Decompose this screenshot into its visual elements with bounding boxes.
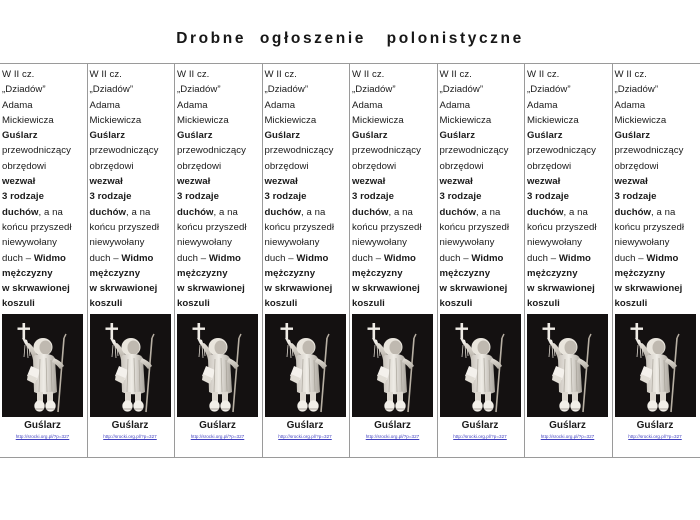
ad-bold-4: duchów — [2, 206, 39, 218]
ad-bold-6: mężczyzny — [439, 267, 491, 279]
ad-bold-4: duchów — [264, 206, 302, 218]
ad-line-9: niewywołany — [614, 237, 670, 249]
photo-caption: Guślarz — [549, 419, 586, 431]
ad-line-2: „Dziadów” — [439, 84, 484, 96]
ad-bold-4: duchów — [89, 206, 127, 218]
ad-bold-5: Widmo — [383, 252, 416, 264]
ad-bold-8: koszuli — [614, 298, 648, 310]
ad-bold-3: 3 rodzaje — [177, 191, 220, 203]
ad-line-4: Mickiewicza — [264, 114, 317, 126]
guslarz-photo — [352, 314, 433, 417]
ad-line-7: , a na — [301, 206, 326, 218]
ad-line-8: końcu przyszedł — [352, 221, 422, 233]
guslarz-photo — [90, 314, 171, 417]
ad-line-4: Mickiewicza — [352, 114, 404, 126]
ad-line-4: Mickiewicza — [614, 114, 667, 126]
ad-line-8: końcu przyszedł — [527, 221, 597, 233]
ad-line-8: końcu przyszedł — [614, 221, 685, 233]
ad-bold-6: mężczyzny — [614, 267, 666, 279]
ad-line-9: niewywołany — [264, 237, 320, 249]
ad-line-10: duch – — [177, 252, 209, 264]
photo-caption: Guślarz — [111, 419, 149, 431]
ad-line-9: niewywołany — [2, 237, 57, 249]
ad-line-6: obrzędowi — [264, 160, 309, 172]
ad-line-5: przewodniczący — [264, 145, 334, 157]
ad-text-block — [90, 67, 172, 312]
ad-cell-4 — [263, 64, 351, 457]
ad-line-9: niewywołany — [352, 237, 407, 249]
ad-line-9: niewywołany — [439, 237, 495, 249]
photo-caption: Guślarz — [461, 419, 499, 431]
ad-text-block — [352, 67, 434, 312]
ad-line-10: duch – — [89, 252, 122, 264]
ad-line-6: obrzędowi — [439, 160, 484, 172]
ad-line-4: Mickiewicza — [89, 114, 142, 126]
ad-line-2: „Dziadów” — [614, 84, 659, 96]
photo-caption: Guślarz — [199, 419, 236, 431]
ad-line-6: obrzędowi — [352, 160, 397, 172]
ad-bold-3: 3 rodzaje — [439, 191, 482, 203]
ad-line-3: Adama — [439, 99, 471, 111]
ad-bold-5: Widmo — [33, 252, 66, 264]
ad-text-block — [440, 67, 522, 312]
source-link[interactable]: http://srocki.org.pl/?p=327 — [453, 433, 507, 439]
ad-line-3: Adama — [264, 99, 296, 111]
ad-bold-4: duchów — [439, 206, 477, 218]
ad-bold-6: mężczyzny — [2, 267, 53, 279]
ad-line-6: obrzędowi — [2, 160, 47, 172]
ad-line-5: przewodniczący — [439, 145, 509, 157]
ad-bold-6: mężczyzny — [527, 267, 578, 279]
ad-bold-1: Guślarz — [2, 130, 38, 142]
ad-line-1: W II cz. — [439, 69, 472, 80]
ad-line-7: , a na — [388, 206, 413, 218]
ad-line-2: „Dziadów” — [89, 84, 134, 96]
ad-cell-8 — [613, 64, 700, 457]
ad-bold-7: w skrwawionej — [177, 283, 245, 295]
ad-line-8: końcu przyszedł — [177, 221, 247, 233]
ad-line-10: duch – — [2, 252, 34, 264]
ad-line-7: , a na — [563, 206, 588, 218]
photo-caption: Guślarz — [24, 419, 61, 431]
ad-bold-2: wezwał — [352, 176, 386, 188]
photo-caption: Guślarz — [374, 419, 411, 431]
ad-line-7: , a na — [38, 206, 63, 218]
ad-line-3: Adama — [614, 99, 646, 111]
ad-cell-5 — [350, 64, 438, 457]
ad-bold-6: mężczyzny — [89, 267, 141, 279]
ad-bold-4: duchów — [527, 206, 564, 218]
ad-text-block — [265, 67, 347, 312]
ad-bold-1: Guślarz — [527, 130, 563, 142]
ad-line-9: niewywołany — [89, 237, 145, 249]
ad-bold-8: koszuli — [2, 298, 35, 310]
ad-bold-5: Widmo — [558, 252, 591, 264]
ad-line-4: Mickiewicza — [2, 114, 54, 126]
ad-cell-6 — [438, 64, 526, 457]
source-link[interactable]: http://srocki.org.pl/?p=327 — [190, 433, 245, 439]
ad-line-2: „Dziadów” — [352, 84, 396, 96]
guslarz-photo — [527, 314, 608, 417]
ad-bold-8: koszuli — [352, 298, 385, 310]
ad-line-4: Mickiewicza — [527, 114, 579, 126]
ad-bold-2: wezwał — [527, 176, 561, 188]
ad-bold-8: koszuli — [177, 298, 210, 310]
ad-bold-8: koszuli — [527, 298, 560, 310]
ad-bold-1: Guślarz — [89, 130, 126, 142]
ad-bold-3: 3 rodzaje — [527, 191, 570, 203]
ad-cell-1 — [0, 64, 88, 457]
ad-bold-7: w skrwawionej — [89, 283, 158, 295]
photo-caption: Guślarz — [286, 419, 324, 431]
ad-bold-3: 3 rodzaje — [352, 191, 395, 203]
ad-line-5: przewodniczący — [527, 145, 596, 157]
ad-bold-6: mężczyzny — [352, 267, 403, 279]
ad-line-1: W II cz. — [614, 69, 647, 80]
ad-line-8: końcu przyszedł — [89, 221, 160, 233]
ad-bold-1: Guślarz — [439, 130, 476, 142]
ad-bold-4: duchów — [177, 206, 214, 218]
ad-line-9: niewywołany — [177, 237, 232, 249]
ad-line-6: obrzędowi — [177, 160, 222, 172]
ad-line-1: W II cz. — [527, 69, 560, 80]
ad-line-10: duch – — [439, 252, 472, 264]
ad-bold-2: wezwał — [89, 176, 123, 188]
ad-line-3: Adama — [352, 99, 383, 111]
ad-line-5: przewodniczący — [614, 145, 684, 157]
ad-text-block — [2, 67, 84, 312]
guslarz-photo — [615, 314, 696, 417]
ad-line-3: Adama — [527, 99, 558, 111]
ad-line-5: przewodniczący — [352, 145, 421, 157]
ad-line-3: Adama — [177, 99, 208, 111]
ad-bold-2: wezwał — [264, 176, 298, 188]
ad-bold-7: w skrwawionej — [527, 283, 595, 295]
ad-line-3: Adama — [89, 99, 121, 111]
ad-line-1: W II cz. — [89, 69, 122, 80]
photo-caption: Guślarz — [636, 419, 674, 431]
source-link[interactable]: http://srocki.org.pl/?p=327 — [278, 433, 332, 439]
ad-text-block — [615, 67, 698, 312]
ad-line-4: Mickiewicza — [439, 114, 492, 126]
source-link[interactable]: http://srocki.org.pl/?p=327 — [15, 433, 70, 439]
ad-text-block — [527, 67, 609, 312]
ad-line-2: „Dziadów” — [2, 84, 46, 96]
ad-bold-5: Widmo — [208, 252, 241, 264]
ads-table — [0, 63, 700, 458]
ad-line-8: końcu przyszedł — [439, 221, 510, 233]
source-link[interactable]: http://srocki.org.pl/?p=327 — [365, 433, 420, 439]
guslarz-photo — [265, 314, 346, 417]
ad-line-3: Adama — [2, 99, 33, 111]
ad-line-8: końcu przyszedł — [264, 221, 335, 233]
ad-bold-7: w skrwawionej — [2, 283, 70, 295]
ad-line-7: , a na — [213, 206, 238, 218]
ad-bold-3: 3 rodzaje — [2, 191, 45, 203]
ad-line-7: , a na — [476, 206, 501, 218]
ad-bold-7: w skrwawionej — [352, 283, 420, 295]
ad-bold-5: Widmo — [296, 252, 329, 264]
ad-bold-3: 3 rodzaje — [264, 191, 307, 203]
ad-bold-6: mężczyzny — [264, 267, 316, 279]
ad-bold-6: mężczyzny — [177, 267, 228, 279]
ad-bold-1: Guślarz — [264, 130, 301, 142]
ad-line-7: , a na — [126, 206, 151, 218]
source-link[interactable]: http://srocki.org.pl/?p=327 — [103, 433, 157, 439]
ad-bold-7: w skrwawionej — [264, 283, 333, 295]
ad-bold-2: wezwał — [439, 176, 473, 188]
ad-line-6: obrzędowi — [614, 160, 659, 172]
ad-line-10: duch – — [614, 252, 647, 264]
ad-line-8: końcu przyszedł — [2, 221, 72, 233]
ad-line-4: Mickiewicza — [177, 114, 229, 126]
ad-line-5: przewodniczący — [2, 145, 71, 157]
ad-bold-2: wezwał — [2, 176, 36, 188]
ad-cell-2 — [88, 64, 176, 457]
guslarz-photo — [2, 314, 83, 417]
ad-line-9: niewywołany — [527, 237, 582, 249]
ad-bold-8: koszuli — [89, 298, 123, 310]
ad-bold-3: 3 rodzaje — [614, 191, 657, 203]
ad-line-2: „Dziadów” — [527, 84, 571, 96]
ad-bold-4: duchów — [352, 206, 389, 218]
guslarz-photo — [440, 314, 521, 417]
ad-line-5: przewodniczący — [177, 145, 246, 157]
ad-bold-7: w skrwawionej — [614, 283, 683, 295]
ad-line-2: „Dziadów” — [177, 84, 221, 96]
ad-bold-2: wezwał — [177, 176, 211, 188]
ad-line-10: duch – — [527, 252, 559, 264]
ad-line-7: , a na — [651, 206, 676, 218]
ad-line-1: W II cz. — [2, 69, 35, 80]
ad-bold-7: w skrwawionej — [439, 283, 508, 295]
ad-bold-3: 3 rodzaje — [89, 191, 132, 203]
ad-line-10: duch – — [352, 252, 384, 264]
ad-bold-1: Guślarz — [352, 130, 388, 142]
source-link[interactable]: http://srocki.org.pl/?p=327 — [628, 433, 682, 439]
ad-bold-8: koszuli — [264, 298, 298, 310]
ad-line-5: przewodniczący — [89, 145, 159, 157]
ad-cell-7 — [525, 64, 613, 457]
ad-line-1: W II cz. — [177, 69, 210, 80]
page-title-container — [0, 30, 700, 48]
ad-bold-8: koszuli — [439, 298, 473, 310]
ad-bold-1: Guślarz — [177, 130, 213, 142]
ad-bold-2: wezwał — [614, 176, 648, 188]
ad-line-1: W II cz. — [264, 69, 297, 80]
guslarz-photo — [177, 314, 258, 417]
ad-cell-3 — [175, 64, 263, 457]
ad-line-6: obrzędowi — [89, 160, 134, 172]
ad-bold-5: Widmo — [121, 252, 154, 264]
ad-line-1: W II cz. — [352, 69, 385, 80]
ad-bold-5: Widmo — [471, 252, 504, 264]
ad-bold-4: duchów — [614, 206, 652, 218]
page-title: Drobne ogłoszenie polonistyczne — [176, 30, 524, 47]
ad-bold-1: Guślarz — [614, 130, 651, 142]
ad-line-2: „Dziadów” — [264, 84, 309, 96]
ad-bold-5: Widmo — [646, 252, 679, 264]
ad-line-6: obrzędowi — [527, 160, 572, 172]
source-link[interactable]: http://srocki.org.pl/?p=327 — [540, 433, 595, 439]
ad-line-10: duch – — [264, 252, 297, 264]
ad-text-block — [177, 67, 259, 312]
